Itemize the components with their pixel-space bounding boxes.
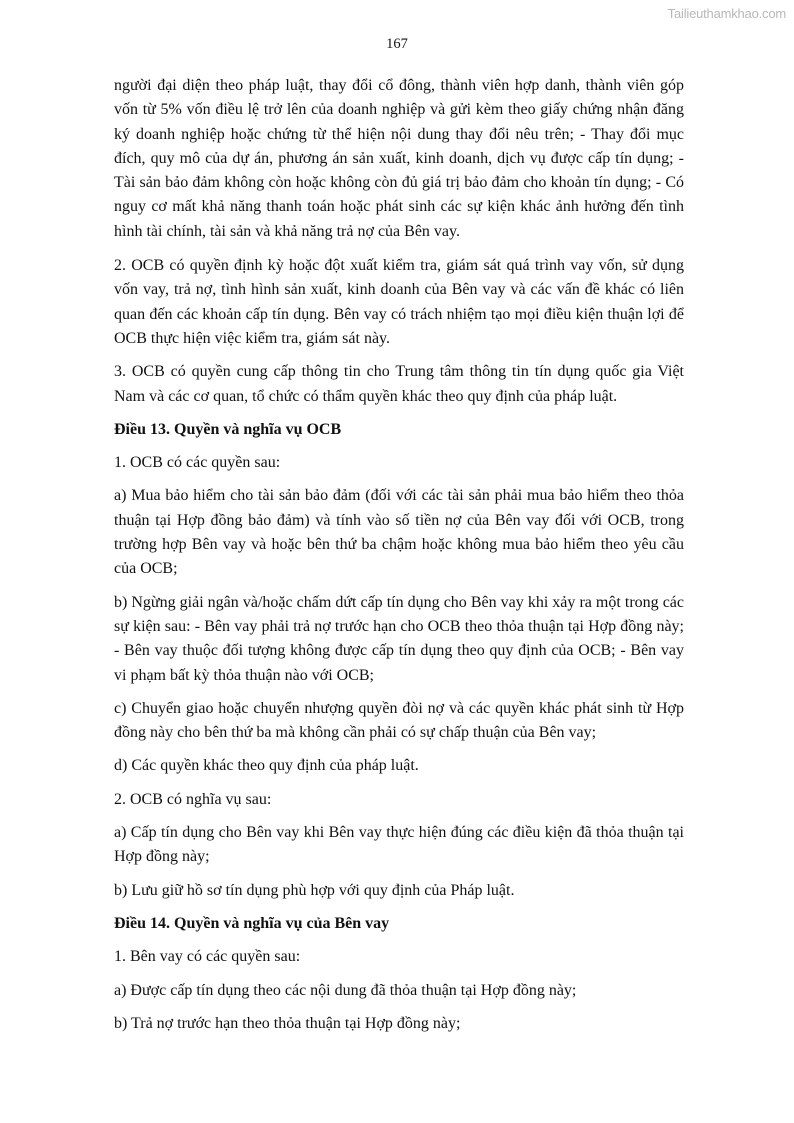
- paragraph: a) Cấp tín dụng cho Bên vay khi Bên vay thực hiện đúng các điều kiện đã thỏa thuận tại Hợp đồng này;: [114, 824, 684, 866]
- paragraph: 1. Bên vay có các quyền sau:: [114, 948, 301, 966]
- paragraph: b) Ngừng giải ngân và/hoặc chấm dứt cấp tín dụng cho Bên vay khi xảy ra một trong các sự kiện sau: - Bên vay phải trả nợ trước hạn cho OCB theo thỏa thuận tại Hợp đồng này; - Bên vay thuộc đối tượng không được cấp tín dụng theo quy định của OCB; - Bên vay vi phạm bất kỳ thỏa thuận nào với OCB;: [114, 593, 684, 684]
- article-heading: Điều 14. Quyền và nghĩa vụ của Bên vay: [114, 914, 390, 932]
- article-heading: Điều 13. Quyền và nghĩa vụ OCB: [114, 420, 342, 438]
- paragraph: 2. OCB có nghĩa vụ sau:: [114, 790, 272, 808]
- paragraph: 3. OCB có quyền cung cấp thông tin cho Trung tâm thông tin tín dụng quốc gia Việt Nam và các cơ quan, tổ chức có thẩm quyền khác theo quy định của pháp luật.: [114, 363, 684, 405]
- paragraph: a) Được cấp tín dụng theo các nội dung đã thỏa thuận tại Hợp đồng này;: [114, 981, 577, 999]
- paragraph: d) Các quyền khác theo quy định của pháp luật.: [114, 757, 419, 775]
- document-body: [114, 74, 684, 1045]
- paragraph: 2. OCB có quyền định kỳ hoặc đột xuất kiểm tra, giám sát quá trình vay vốn, sử dụng vốn vay, trả nợ, tình hình sản xuất, kinh doanh của Bên vay và các vấn đề khác có liên quan đến các khoản cấp tín dụng. Bên vay có trách nhiệm tạo mọi điều kiện thuận lợi để OCB thực hiện việc kiểm tra, giám sát này.: [114, 257, 684, 347]
- watermark: Tailieuthamkhao.com: [667, 6, 786, 21]
- paragraph: a) Mua bảo hiểm cho tài sản bảo đảm (đối với các tài sản phải mua bảo hiểm theo thỏa thuận tại Hợp đồng bảo đảm) và tính vào số tiền nợ của Bên vay đối với OCB, trong trường hợp Bên vay và hoặc bên thứ ba chậm hoặc không mua bảo hiểm theo yêu cầu của OCB;: [114, 487, 684, 578]
- paragraph: b) Lưu giữ hồ sơ tín dụng phù hợp với quy định của Pháp luật.: [114, 881, 515, 899]
- paragraph: c) Chuyển giao hoặc chuyển nhượng quyền đòi nợ và các quyền khác phát sinh từ Hợp đồng này cho bên thứ ba mà không cần phải có sự chấp thuận của Bên vay;: [114, 699, 684, 742]
- paragraph: người đại diện theo pháp luật, thay đổi cổ đông, thành viên hợp danh, thành viên góp vốn từ 5% vốn điều lệ trở lên của doanh nghiệp và gửi kèm theo giấy chứng nhận đăng ký doanh nghiệp hoặc chứng từ thể hiện nội dung thay đổi nêu trên; - Thay đổi mục đích, quy mô của dự án, phương án sản xuất, kinh doanh, dịch vụ được cấp tín dụng; - Tài sản bảo đảm không còn hoặc không còn đủ giá trị bảo đảm cho khoản tín dụng; - Có nguy cơ mất khả năng thanh toán hoặc phát sinh các sự kiện khác ảnh hưởng đến tình hình tài chính, tài sản và khả năng trả nợ của Bên vay.: [114, 77, 684, 240]
- page-number: 167: [386, 36, 408, 52]
- paragraph: 1. OCB có các quyền sau:: [114, 454, 281, 472]
- paragraph: b) Trả nợ trước hạn theo thỏa thuận tại Hợp đồng này;: [114, 1014, 461, 1032]
